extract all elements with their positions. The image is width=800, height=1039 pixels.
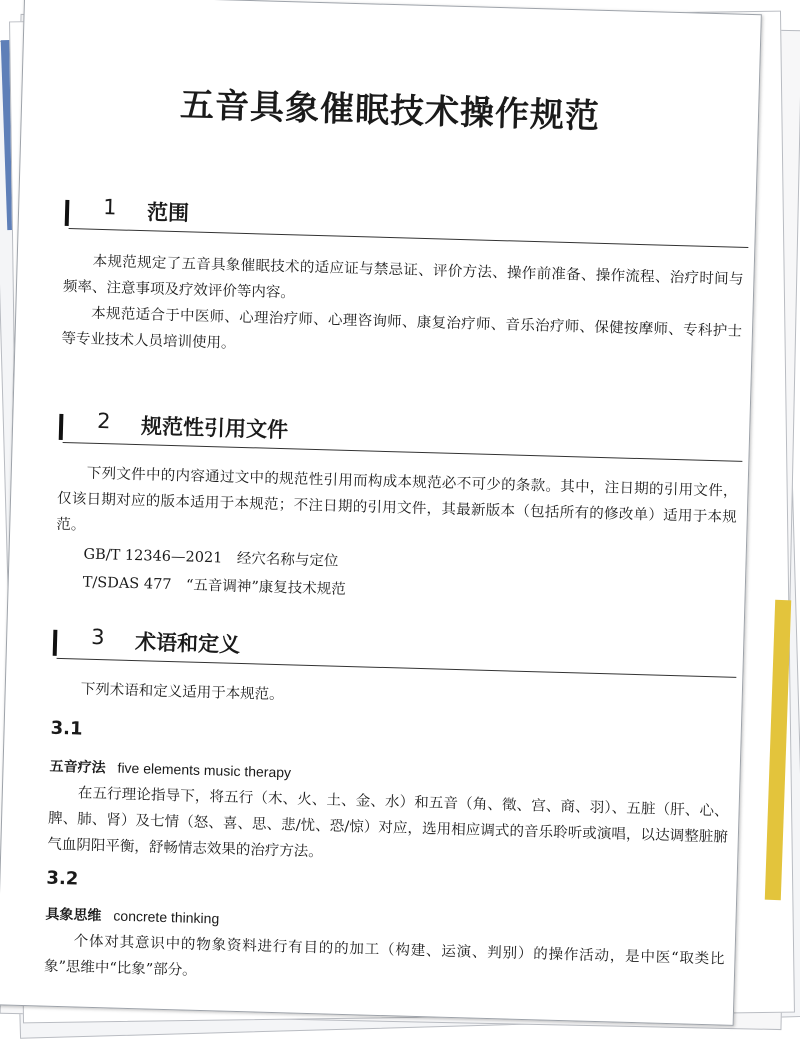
document-title: 五音具象催眠技术操作规范 (179, 85, 601, 137)
reference-item: GB/T 12346—2021 经穴名称与定位 (83, 546, 339, 570)
section-number: 1 (102, 194, 117, 220)
reference-item: T/SDAS 477 “五音调神”康复技术规范 (82, 574, 346, 598)
section-title: 范围 (146, 200, 190, 226)
section-rule (69, 228, 749, 248)
term-english: concrete thinking (113, 907, 220, 927)
section-marker (59, 414, 64, 440)
section-marker (53, 630, 58, 656)
section-title: 术语和定义 (134, 630, 241, 657)
term-definition (47, 780, 729, 877)
scope-text (61, 248, 744, 371)
references-intro (56, 460, 738, 557)
term-number: 3.2 (46, 867, 79, 890)
term-chinese: 具象思维 (45, 906, 102, 925)
term-number: 3.1 (50, 717, 83, 740)
term-heading (45, 904, 219, 929)
terms-intro (51, 676, 731, 721)
scope-paragraph-1: 本规范规定了五音具象催眠技术的适应证与禁忌证、评价方法、操作前准备、操作流程、治疗时间与频率、注意事项及疗效评价等内容。 (62, 253, 744, 302)
section-rule (57, 658, 737, 678)
terms-intro-text: 下列术语和定义适用于本规范。 (80, 681, 284, 704)
section-number: 2 (96, 408, 111, 434)
references-intro-text: 下列文件中的内容通过文中的规范性引用而构成本规范必不可少的条款。其中，注日期的引用文件，仅该日期对应的版本适用于本规范；不注日期的引用文件，其最新版本（包括所有的修改单）适用于本规范。 (56, 465, 738, 534)
term-heading (49, 756, 291, 783)
section-marker (65, 200, 70, 226)
term-english: five elements music therapy (117, 759, 292, 781)
scope-paragraph-2: 本规范适合于中医师、心理治疗师、心理咨询师、康复治疗师、音乐治疗师、保健按摩师、专科护士等专业技术人员培训使用。 (61, 305, 743, 352)
section-title: 规范性引用文件 (140, 414, 289, 443)
term-chinese: 五音疗法 (49, 758, 106, 777)
section-number: 3 (90, 624, 105, 650)
term-definition (44, 928, 725, 999)
section-rule (63, 442, 743, 462)
term-definition-text: 在五行理论指导下，将五行（木、火、土、金、水）和五音（角、徵、宫、商、羽）、五脏（肝、心、脾、肺、肾）及七情（怒、喜、思、悲/忧、恐/惊）对应，选用相应调式的音乐聆听或演唱，以达调整脏腑气血阴阳平衡，舒畅情志效果的治疗方法。 (47, 785, 729, 861)
term-definition-text: 个体对其意识中的物象资料进行有目的的加工（构建、运演、判别）的操作活动，是中医“取类比象”思维中“比象”部分。 (43, 933, 725, 979)
